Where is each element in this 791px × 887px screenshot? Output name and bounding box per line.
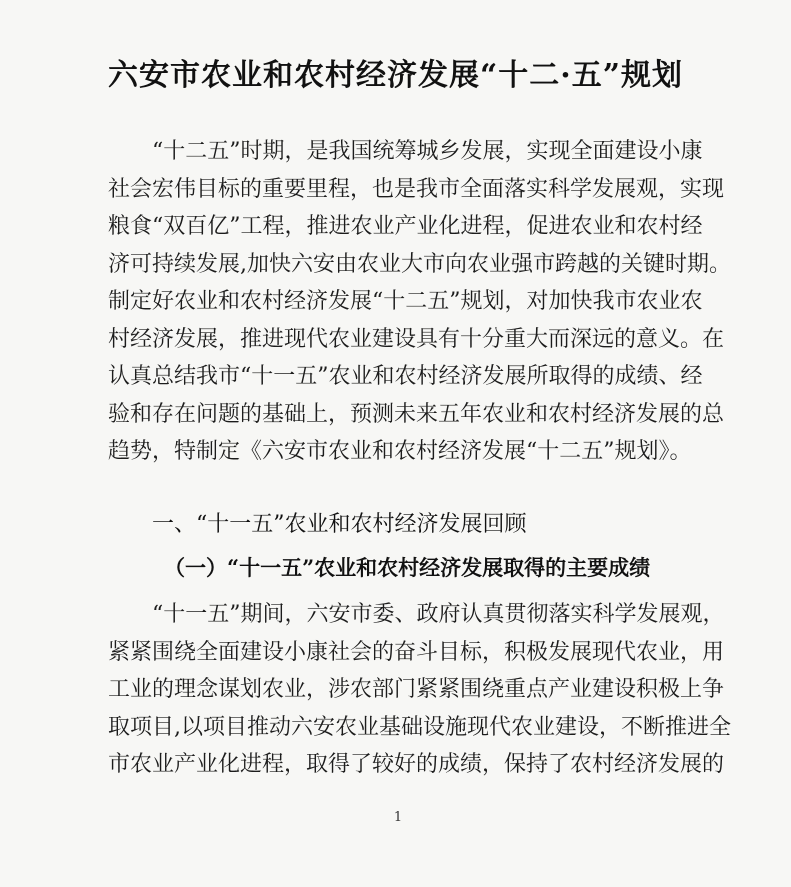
body-line-3: 工业的理念谋划农业，涉农部门紧紧围绕重点产业建设积极上争	[108, 677, 725, 702]
body-line-5: 市农业产业化进程，取得了较好的成绩，保持了农村经济发展的	[108, 752, 725, 777]
intro-line-8: 验和存在问题的基础上，预测未来五年农业和农村经济发展的总	[108, 401, 725, 427]
intro-line-6: 村经济发展，推进现代农业建设具有十分重大而深远的意义。在	[108, 326, 725, 352]
body-line-4: 取项目,以项目推动六安农业基础设施现代农业建设，不断推进全	[108, 714, 731, 740]
body-line-1: “十一五”期间，六安市委、政府认真贯彻落实科学发展观，	[152, 602, 725, 627]
section-heading: 一、“十一五”农业和农村经济发展回顾	[152, 512, 527, 537]
intro-line-9: 趋势，特制定《六安市农业和农村经济发展“十二五”规划》。	[108, 439, 692, 464]
intro-line-1: “十二五”时期，是我国统筹城乡发展，实现全面建设小康	[152, 139, 703, 164]
intro-line-7: 认真总结我市“十一五”农业和农村经济发展所取得的成绩、经	[108, 364, 703, 389]
subsection-heading: （一）“十一五”农业和农村经济发展取得的主要成绩	[164, 555, 651, 580]
intro-line-5: 制定好农业和农村经济发展“十二五”规划，对加快我市农业农	[108, 289, 703, 314]
document-title: 六安市农业和农村经济发展“十二·五”规划	[108, 58, 683, 93]
intro-paragraph	[108, 133, 731, 471]
intro-line-3: 粮食“双百亿”工程，推进农业产业化进程，促进农业和农村经	[108, 214, 703, 239]
body-paragraph	[108, 596, 731, 784]
intro-line-4: 济可持续发展,加快六安由农业大市向农业强市跨越的关键时期。	[108, 251, 731, 277]
page-number: 1	[393, 810, 403, 825]
body-line-2: 紧紧围绕全面建设小康社会的奋斗目标，积极发展现代农业，用	[108, 639, 725, 665]
intro-line-2: 社会宏伟目标的重要里程，也是我市全面落实科学发展观，实现	[108, 176, 725, 202]
